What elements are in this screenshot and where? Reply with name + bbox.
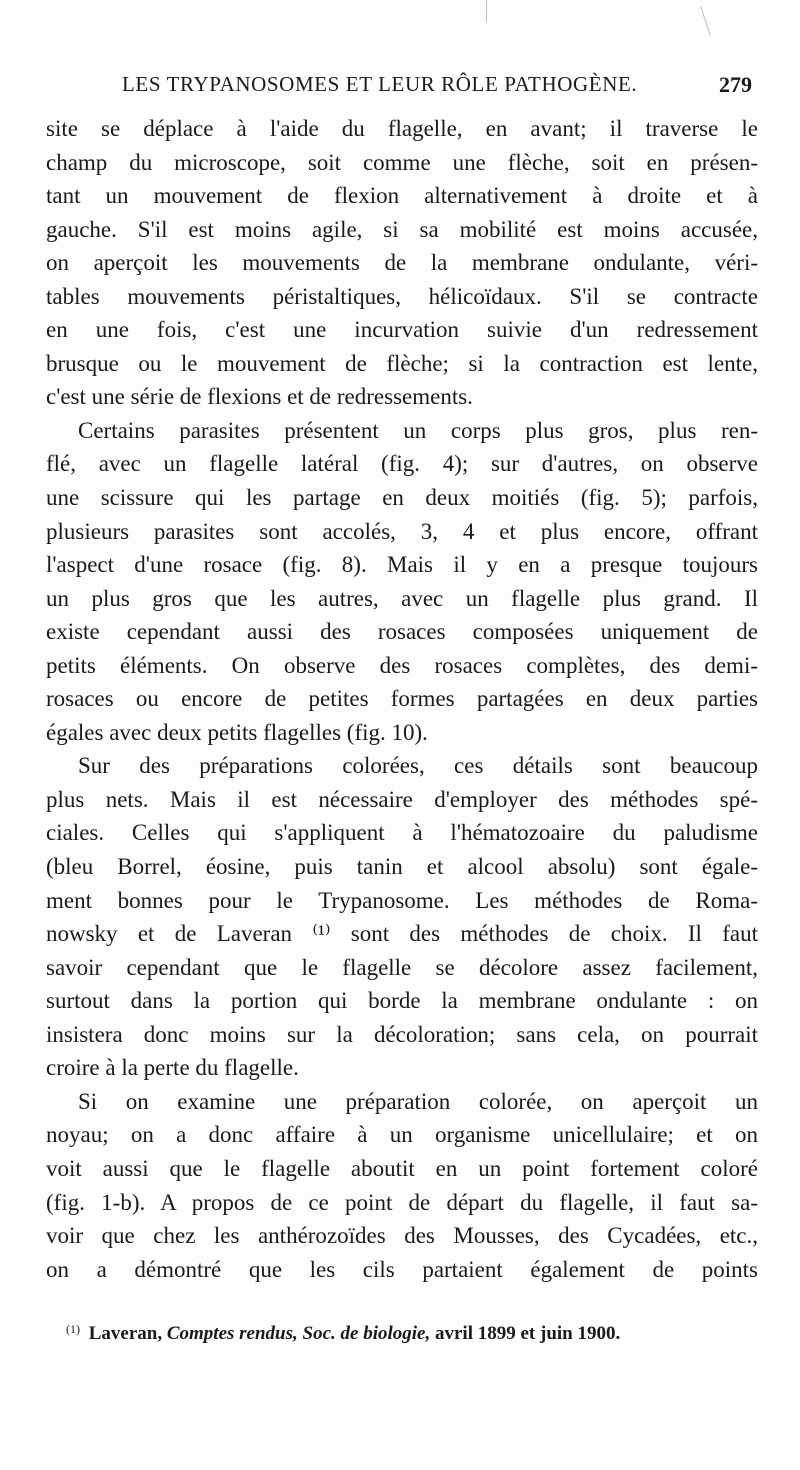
- text-line: gauche. S'il est moins agile, si sa mobilité est moins accusée,: [46, 216, 758, 242]
- body-text: [46, 112, 758, 1286]
- text-line: on aperçoit les mouvements de la membrane ondulante, véri-: [46, 250, 758, 276]
- footnote-author: Laveran,: [88, 1323, 163, 1344]
- text-line: existe cependant aussi des rosaces composées uniquement de: [46, 619, 758, 645]
- text-line: rosaces ou encore de petites formes partagées en deux parties: [46, 686, 758, 712]
- text-line: insistera donc moins sur la décoloration; sans cela, on pourrait: [46, 1021, 758, 1047]
- text-line: tables mouvements péristaltiques, hélicoïdaux. S'il se contracte: [46, 283, 758, 309]
- text-line: Si on examine une préparation colorée, on aperçoit un: [78, 1088, 758, 1114]
- text-line: nowsky et de Laveran ⁽¹⁾ sont des méthodes de choix. Il faut: [46, 921, 758, 947]
- text-line: site se déplace à l'aide du flagelle, en avant; il traverse le: [46, 116, 758, 141]
- text-line: (fig. 1-b). A propos de ce point de départ du flagelle, il faut sa-: [46, 1189, 758, 1215]
- scan-artifact-line: [486, 0, 487, 22]
- footnote: [66, 1322, 756, 1345]
- text-line: plus nets. Mais il est nécessaire d'employer des méthodes spé-: [46, 786, 758, 812]
- text-line: brusque ou le mouvement de flèche; si la contraction est lente,: [46, 350, 758, 376]
- text-line: voir que chez les anthérozoïdes des Mousses, des Cycadées, etc.,: [46, 1223, 758, 1249]
- text-line: en une fois, c'est une incurvation suivie d'un redressement: [46, 317, 758, 343]
- running-title: LES TRYPANOSOMES ET LEUR RÔLE PATHOGÈNE.: [122, 72, 638, 96]
- text-line: un plus gros que les autres, avec un flagelle plus grand. Il: [46, 585, 758, 611]
- text-line: une scissure qui les partage en deux moitiés (fig. 5); parfois,: [46, 485, 758, 511]
- text-line: Sur des préparations colorées, ces détails sont beaucoup: [78, 753, 758, 779]
- text-line: noyau; on a donc affaire à un organisme unicellulaire; et on: [46, 1122, 758, 1148]
- text-line: petits éléments. On observe des rosaces complètes, des demi-: [46, 652, 758, 678]
- page-number: 279: [719, 72, 752, 97]
- text-line: voit aussi que le flagelle aboutit en un point fortement coloré: [46, 1155, 758, 1181]
- text-line: c'est une série de flexions et de redressements.: [46, 384, 473, 410]
- text-line: champ du microscope, soit comme une flèche, soit en présen-: [46, 149, 758, 175]
- scan-artifact-line: [700, 7, 710, 36]
- footnote-date: avril 1899 et juin 1900.: [434, 1323, 621, 1344]
- text-line: l'aspect d'une rosace (fig. 8). Mais il y en a presque toujours: [46, 552, 758, 578]
- text-line: ciales. Celles qui s'appliquent à l'hématozoaire du paludisme: [46, 820, 758, 846]
- text-line: tant un mouvement de flexion alternativement à droite et à: [46, 183, 758, 209]
- text-line: croire à la perte du flagelle.: [46, 1055, 299, 1081]
- text-line: flé, avec un flagelle latéral (fig. 4); sur d'autres, on observe: [46, 451, 758, 477]
- footnote-journal: Comptes rendus, Soc. de biologie,: [166, 1323, 431, 1344]
- text-line: ment bonnes pour le Trypanosome. Les méthodes de Roma-: [46, 887, 758, 913]
- text-line: plusieurs parasites sont accolés, 3, 4 et plus encore, offrant: [46, 518, 758, 544]
- text-line: égales avec deux petits flagelles (fig. 10).: [46, 719, 428, 745]
- text-line: savoir cependant que le flagelle se décolore assez facilement,: [46, 954, 758, 980]
- page-header: [110, 66, 752, 102]
- text-line: on a démontré que les cils partaient également de points: [46, 1256, 758, 1282]
- text-line: surtout dans la portion qui borde la membrane ondulante : on: [46, 988, 758, 1014]
- footnote-marker: (1): [66, 1322, 80, 1336]
- text-line: (bleu Borrel, éosine, puis tanin et alcool absolu) sont égale-: [46, 854, 758, 880]
- text-line: Certains parasites présentent un corps plus gros, plus ren-: [78, 417, 758, 443]
